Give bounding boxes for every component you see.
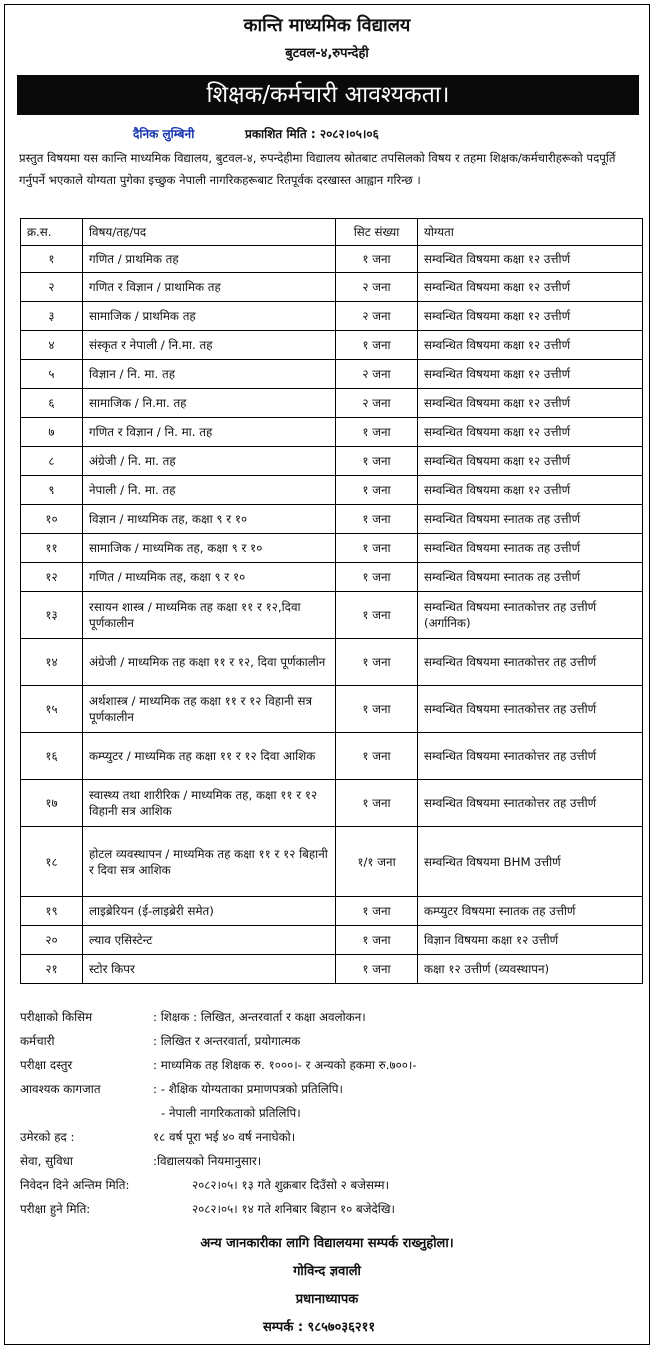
age-label: उमेरको हद : <box>20 1130 75 1144</box>
row-sn: ९ <box>21 476 83 505</box>
row-post: सामाजिक / नि.मा. तह <box>83 389 336 418</box>
row-seats: १ जना <box>336 926 418 955</box>
exam-type-value: : शिक्षक : लिखित, अन्तरवार्ता र कक्षा अवलोकन। <box>153 1010 366 1024</box>
row-post: गणित / माध्यमिक तह, कक्षा ९ र १० <box>83 563 336 592</box>
row-sn: ११ <box>21 534 83 563</box>
row-seats: १ जना <box>336 639 418 686</box>
row-post: सामाजिक / माध्यमिक तह, कक्षा ९ र १० <box>83 534 336 563</box>
table-row <box>21 360 643 389</box>
row-qualification: सम्वन्धित विषयमा कक्षा १२ उत्तीर्ण <box>418 418 643 447</box>
row-seats: २ जना <box>336 273 418 302</box>
row-sn: १८ <box>21 827 83 897</box>
exam-date-value: २०८२।०५। १४ गते शनिबार बिहान १० बजेदेखि। <box>192 1202 395 1216</box>
exam-type-row <box>20 1005 642 1029</box>
row-post: संस्कृत र नेपाली / नि.मा. तह <box>83 331 336 360</box>
row-qualification: सम्वन्धित विषयमा स्नातकोत्तर तह उत्तीर्ण <box>418 780 643 827</box>
table-row <box>21 639 643 686</box>
header-sn: क्र.स. <box>21 219 83 246</box>
row-seats: १ जना <box>336 955 418 984</box>
row-post: गणित र विज्ञान / प्राथामिक तह <box>83 273 336 302</box>
header-seats: सिट संख्या <box>336 219 418 246</box>
row-sn: ४ <box>21 331 83 360</box>
row-post: लाइब्रेरियन (ई-लाइब्रेरी समेत) <box>83 897 336 926</box>
row-seats: १ जना <box>336 476 418 505</box>
school-address: बुटवल-४,रुपन्देही <box>285 46 369 61</box>
row-qualification: सम्वन्धित विषयमा कक्षा १२ उत्तीर्ण <box>418 447 643 476</box>
row-post: अंग्रेजी / नि. मा. तह <box>83 447 336 476</box>
staff-row <box>20 1029 642 1053</box>
fee-label: परीक्षा दस्तुर <box>20 1058 73 1072</box>
row-post: अर्थशास्त्र / माध्यमिक तह कक्षा ११ र १२ विहानी सत्र पूर्णकालीन <box>83 686 336 733</box>
table-row <box>21 955 643 984</box>
row-sn: २१ <box>21 955 83 984</box>
row-post: स्टोर किपर <box>83 955 336 984</box>
header-qualification: योग्यता <box>418 219 643 246</box>
fee-value: : माध्यमिक तह शिक्षक रु. १०००।- र अन्यको हकमा रु.७००।- <box>153 1058 417 1072</box>
publish-date: प्रकाशित मिति : २०८२।०५।०६ <box>245 127 379 141</box>
table-row <box>21 563 643 592</box>
row-qualification: सम्वन्धित विषयमा स्नातकोत्तर तह उत्तीर्ण <box>418 733 643 780</box>
row-seats: १ जना <box>336 733 418 780</box>
row-qualification: कक्षा १२ उत्तीर्ण (व्यवस्थापन) <box>418 955 643 984</box>
row-post: रसायन शास्त्र / माध्यमिक तह कक्षा ११ र १२,दिवा पूर्णकालीन <box>83 592 336 639</box>
details-section <box>20 1005 642 1221</box>
row-post: ल्याव एसिस्टेन्ट <box>83 926 336 955</box>
row-seats: १/१ जना <box>336 827 418 897</box>
table-row <box>21 592 643 639</box>
table-row <box>21 780 643 827</box>
contact-phone: सम्पर्क : ९८५७०३६२११ <box>263 1320 376 1335</box>
row-sn: १३ <box>21 592 83 639</box>
row-post: होटल व्यवस्थापन / माध्यमिक तह कक्षा ११ र १२ बिहानी र दिवा सत्र आशिक <box>83 827 336 897</box>
row-seats: २ जना <box>336 389 418 418</box>
row-seats: २ जना <box>336 302 418 331</box>
row-qualification: सम्वन्धित विषयमा कक्षा १२ उत्तीर्ण <box>418 331 643 360</box>
row-qualification: सम्वन्धित विषयमा कक्षा १२ उत्तीर्ण <box>418 360 643 389</box>
row-qualification: सम्वन्धित विषयमा स्नातकोत्तर तह उत्तीर्ण (अर्गानिक) <box>418 592 643 639</box>
row-post: विज्ञान / नि. मा. तह <box>83 360 336 389</box>
principal-designation: प्रधानाध्यापक <box>295 1292 359 1307</box>
row-qualification: सम्वन्धित विषयमा कक्षा १२ उत्तीर्ण <box>418 302 643 331</box>
row-qualification: सम्वन्धित विषयमा स्नातक तह उत्तीर्ण <box>418 534 643 563</box>
row-sn: १ <box>21 246 83 273</box>
staff-value: : लिखित र अन्तरवार्ता, प्रयोगात्मक <box>153 1034 301 1048</box>
row-qualification: सम्वन्धित विषयमा कक्षा १२ उत्तीर्ण <box>418 389 643 418</box>
row-sn: २ <box>21 273 83 302</box>
row-qualification: सम्वन्धित विषयमा BHM उत्तीर्ण <box>418 827 643 897</box>
deadline-row <box>20 1173 642 1197</box>
row-seats: १ जना <box>336 686 418 733</box>
row-post: अंग्रेजी / माध्यमिक तह कक्षा ११ र १२, दिवा पूर्णकालीन <box>83 639 336 686</box>
table-row <box>21 418 643 447</box>
table-row <box>21 246 643 273</box>
table-row <box>21 827 643 897</box>
row-sn: १७ <box>21 780 83 827</box>
row-seats: १ जना <box>336 592 418 639</box>
row-seats: १ जना <box>336 563 418 592</box>
facility-row <box>20 1149 642 1173</box>
row-qualification: सम्वन्धित विषयमा कक्षा १२ उत्तीर्ण <box>418 273 643 302</box>
row-post: स्वास्थ्य तथा शारीरिक / माध्यमिक तह, कक्षा ११ र १२ विहानी सत्र आशिक <box>83 780 336 827</box>
row-qualification: सम्वन्धित विषयमा स्नातक तह उत्तीर्ण <box>418 563 643 592</box>
exam-date-label: परीक्षा हुने मिति: <box>20 1202 91 1216</box>
row-post: गणित र विज्ञान / नि. मा. तह <box>83 418 336 447</box>
row-seats: १ जना <box>336 897 418 926</box>
age-value: १८ वर्ष पूरा भई ४० वर्ष ननाघेको। <box>153 1130 296 1144</box>
table-row <box>21 534 643 563</box>
row-post: सामाजिक / प्राथमिक तह <box>83 302 336 331</box>
docs-value-1: : - शैक्षिक योग्यताका प्रमाणपत्रको प्रतिलिपि। <box>153 1082 343 1096</box>
row-seats: १ जना <box>336 534 418 563</box>
row-post: गणित / प्राथमिक तह <box>83 246 336 273</box>
facility-label: सेवा, सुविधा <box>20 1154 73 1168</box>
row-seats: १ जना <box>336 246 418 273</box>
row-seats: २ जना <box>336 360 418 389</box>
row-sn: ७ <box>21 418 83 447</box>
row-qualification: कम्प्युटर विषयमा स्नातक तह उत्तीर्ण <box>418 897 643 926</box>
row-sn: १५ <box>21 686 83 733</box>
contact-note: अन्य जानकारीका लागि विद्यालयमा सम्पर्क राख्नुहोला। <box>200 1236 454 1251</box>
row-seats: १ जना <box>336 331 418 360</box>
staff-label: कर्मचारी <box>20 1034 55 1048</box>
table-row <box>21 686 643 733</box>
table-row <box>21 476 643 505</box>
row-sn: १४ <box>21 639 83 686</box>
vacancy-table <box>20 218 643 984</box>
docs-value-2: - नेपाली नागरिकताको प्रतिलिपि। <box>161 1106 301 1120</box>
newspaper-name: दैनिक लुम्बिनी <box>133 127 195 141</box>
row-qualification: विज्ञान विषयमा कक्षा १२ उत्तीर्ण <box>418 926 643 955</box>
fee-row <box>20 1053 642 1077</box>
row-post: कम्प्युटर / माध्यमिक तह कक्षा ११ र १२ दिवा आशिक <box>83 733 336 780</box>
school-name: कान्ति माध्यमिक विद्यालय <box>243 15 411 36</box>
row-post: विज्ञान / माध्यमिक तह, कक्षा ९ र १० <box>83 505 336 534</box>
row-sn: १० <box>21 505 83 534</box>
docs-label: आवश्यक कागजात <box>20 1082 101 1096</box>
table-header-row <box>21 219 643 246</box>
row-post: नेपाली / नि. मा. तह <box>83 476 336 505</box>
row-qualification: सम्वन्धित विषयमा कक्षा १२ उत्तीर्ण <box>418 246 643 273</box>
notice-page <box>4 4 650 1345</box>
table-row <box>21 331 643 360</box>
table-row <box>21 273 643 302</box>
principal-name: गोविन्द ज्ञवाली <box>293 1264 361 1279</box>
table-row <box>21 926 643 955</box>
table-row <box>21 733 643 780</box>
intro-paragraph: प्रस्तुत विषयमा यस कान्ति माध्यमिक विद्यालय, बुटवल-४, रुपन्देहीमा विद्यालय स्रोतबाट तपसिलको विषय र तहमा शिक्षक/कर्मचारीहरूको पदपूर्ति गर्नुपर्ने भएकाले योग्यता पुगेका इच्छुक नेपाली नागरिकहरूबाट रितपूर्वक दरखास्त आह्वान गरिन्छ । <box>19 151 616 187</box>
row-sn: १६ <box>21 733 83 780</box>
exam-date-row <box>20 1197 642 1221</box>
row-qualification: सम्वन्धित विषयमा स्नातक तह उत्तीर्ण <box>418 505 643 534</box>
header-post: विषय/तह/पद <box>83 219 336 246</box>
row-sn: २० <box>21 926 83 955</box>
exam-type-label: परीक्षाको किसिम <box>20 1010 93 1024</box>
row-sn: ६ <box>21 389 83 418</box>
table-row <box>21 389 643 418</box>
row-sn: १९ <box>21 897 83 926</box>
table-row <box>21 302 643 331</box>
deadline-label: निवेदन दिने अन्तिम मिति: <box>20 1178 130 1192</box>
row-seats: १ जना <box>336 505 418 534</box>
row-sn: ५ <box>21 360 83 389</box>
table-row <box>21 447 643 476</box>
table-row <box>21 897 643 926</box>
row-qualification: सम्वन्धित विषयमा स्नातकोत्तर तह उत्तीर्ण <box>418 639 643 686</box>
facility-value: :विद्यालयको नियमानुसार। <box>153 1154 262 1168</box>
row-qualification: सम्वन्धित विषयमा कक्षा १२ उत्तीर्ण <box>418 476 643 505</box>
row-seats: १ जना <box>336 780 418 827</box>
notice-banner: शिक्षक/कर्मचारी आवश्यकता। <box>17 75 639 115</box>
age-row <box>20 1125 642 1149</box>
table-row <box>21 505 643 534</box>
row-seats: १ जना <box>336 447 418 476</box>
row-sn: ८ <box>21 447 83 476</box>
row-seats: १ जना <box>336 418 418 447</box>
row-qualification: सम्वन्धित विषयमा स्नातकोत्तर तह उत्तीर्ण <box>418 686 643 733</box>
deadline-value: २०८२।०५। १३ गते शुक्रबार दिउँसो २ बजेसम्म। <box>192 1178 390 1192</box>
docs-row-2 <box>20 1101 642 1125</box>
row-sn: ३ <box>21 302 83 331</box>
row-sn: १२ <box>21 563 83 592</box>
docs-row <box>20 1077 642 1101</box>
